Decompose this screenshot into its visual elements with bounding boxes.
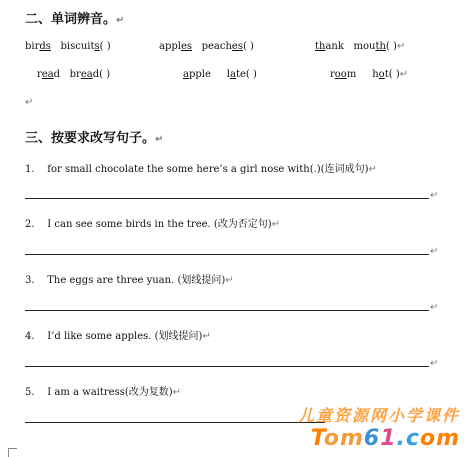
word-read-bread: read bread( ) bbox=[37, 69, 111, 80]
paragraph-mark: ↵ bbox=[430, 358, 439, 369]
answer-blank[interactable]: ( ) bbox=[245, 69, 257, 80]
word-apple-late: apple late( ) bbox=[183, 69, 257, 80]
answer-blank[interactable]: ( ) bbox=[99, 41, 111, 52]
answer-blank[interactable]: ( ) bbox=[388, 69, 400, 80]
paragraph-mark: ↵ bbox=[430, 246, 439, 257]
answer-line-1[interactable] bbox=[25, 198, 429, 199]
watermark-domain: Tom61.com bbox=[310, 426, 460, 451]
watermark-site-name: 儿童资源网小学课件 bbox=[297, 406, 460, 425]
paragraph-mark: ↵ bbox=[430, 302, 439, 313]
paragraph-mark: ↵ bbox=[25, 97, 34, 108]
question-3: 3. The eggs are three yuan. (划线提问)↵ bbox=[25, 275, 234, 286]
answer-blank[interactable]: ( ) bbox=[385, 41, 397, 52]
question-4: 4. I’d like some apples. (划线提问)↵ bbox=[25, 331, 211, 342]
page-corner-mark bbox=[8, 448, 17, 457]
word-apples-peaches: apples peaches( ) bbox=[159, 41, 254, 52]
question-1: 1. for small chocolate the some here’s a girl nose with(.)(连词成句)↵ bbox=[25, 164, 377, 175]
watermark-logo bbox=[298, 403, 460, 451]
word-thank-mouth: thank mouth( )↵ bbox=[315, 41, 406, 52]
section3-heading: 三、按要求改写句子。↵ bbox=[25, 131, 164, 146]
answer-blank[interactable]: ( ) bbox=[99, 69, 111, 80]
answer-blank[interactable]: ( ) bbox=[242, 41, 254, 52]
word-room-hot: room hot( )↵ bbox=[330, 69, 409, 80]
answer-line-2[interactable] bbox=[25, 254, 429, 255]
question-2: 2. I can see some birds in the tree. (改为否定句)↵ bbox=[25, 219, 281, 230]
answer-line-4[interactable] bbox=[25, 366, 429, 367]
word-birds-biscuits: birds biscuits( ) bbox=[25, 41, 111, 52]
paragraph-mark: ↵ bbox=[430, 190, 439, 201]
answer-line-5[interactable] bbox=[25, 422, 325, 423]
section2-heading: 二、单词辨音。↵ bbox=[25, 12, 125, 27]
answer-line-3[interactable] bbox=[25, 310, 429, 311]
question-5: 5. I am a waitress(改为复数)↵ bbox=[25, 387, 182, 398]
